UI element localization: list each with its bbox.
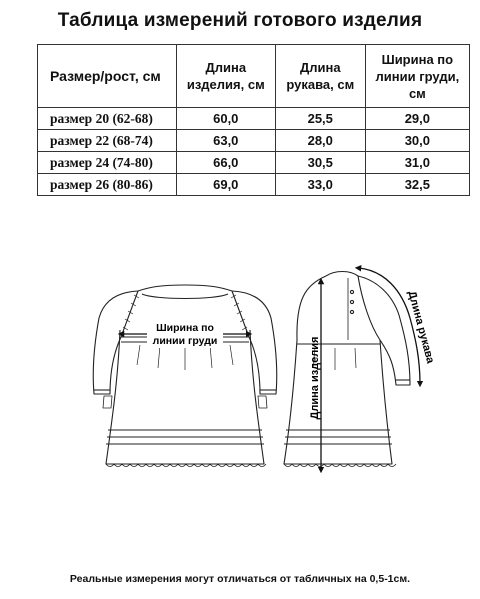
cell-size: размер 20 (62-68) — [38, 108, 177, 130]
sleeve-arrow — [358, 268, 420, 384]
header-chest: Ширина по линии груди, см — [365, 45, 469, 108]
cell-size: размер 26 (80-86) — [38, 174, 177, 196]
header-length: Длина изделия, см — [176, 45, 275, 108]
chest-label-line2: линии груди — [152, 335, 218, 347]
cell-chest: 31,0 — [365, 152, 469, 174]
cell-sleeve: 25,5 — [275, 108, 365, 130]
front-view-sketch — [93, 285, 277, 467]
cell-size: размер 22 (68-74) — [38, 130, 177, 152]
cell-length: 66,0 — [176, 152, 275, 174]
cell-chest: 30,0 — [365, 130, 469, 152]
page-title: Таблица измерений готового изделия — [57, 10, 423, 31]
cell-length: 63,0 — [176, 130, 275, 152]
sleeve-label: Длина рукава — [405, 289, 437, 365]
length-label: Длина изделия — [309, 336, 321, 420]
header-size: Размер/рост, см — [38, 45, 177, 108]
cell-sleeve: 33,0 — [275, 174, 365, 196]
cell-chest: 32,5 — [365, 174, 469, 196]
footnote: Реальные измерения могут отличаться от табличных на 0,5-1см. — [69, 573, 411, 585]
cell-sleeve: 30,5 — [275, 152, 365, 174]
cell-length: 69,0 — [176, 174, 275, 196]
cell-length: 60,0 — [176, 108, 275, 130]
back-view-sketch — [284, 272, 410, 467]
header-sleeve: Длина рукава, см — [275, 45, 365, 108]
chest-label-line1: Ширина по — [156, 322, 214, 334]
cell-chest: 29,0 — [365, 108, 469, 130]
cell-sleeve: 28,0 — [275, 130, 365, 152]
cell-size: размер 24 (74-80) — [38, 152, 177, 174]
